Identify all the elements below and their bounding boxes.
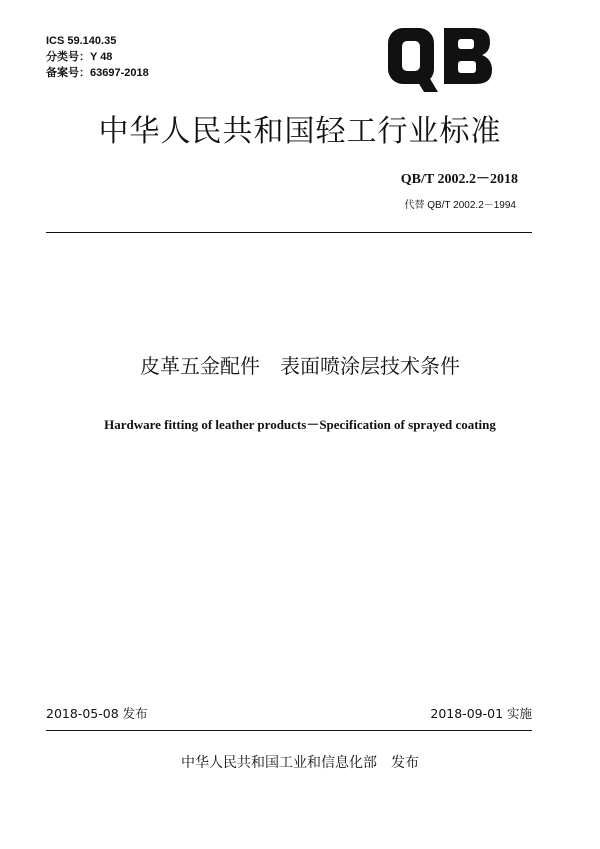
standard-number: QB/T 2002.2－2018 (400, 172, 518, 187)
standard-category-title: 中华人民共和国轻工行业标准 (98, 114, 502, 149)
qb-logo (386, 26, 494, 94)
record-number: 备案号：63697-2018 (46, 67, 149, 79)
issuing-authority: 中华人民共和国工业和信息化部 发布 (181, 755, 419, 771)
effective-date: 2018-09-01 实施 (430, 706, 532, 721)
publish-date: 2018-05-08 发布 (46, 706, 148, 721)
replaces-standard: 代替 QB/T 2002.2－1994 (404, 200, 516, 211)
ics-code: ICS 59.140.35 (46, 35, 117, 47)
footer-divider (46, 730, 532, 731)
category-code: 分类号：Y 48 (46, 51, 113, 63)
qb-logo-graphic (386, 26, 494, 94)
header-divider (46, 232, 532, 233)
standard-metadata (46, 33, 149, 81)
document-title-english: Hardware fitting of leather products－Specification of sprayed coating (104, 417, 496, 432)
document-title-chinese: 皮革五金配件 表面喷涂层技术条件 (140, 354, 460, 378)
